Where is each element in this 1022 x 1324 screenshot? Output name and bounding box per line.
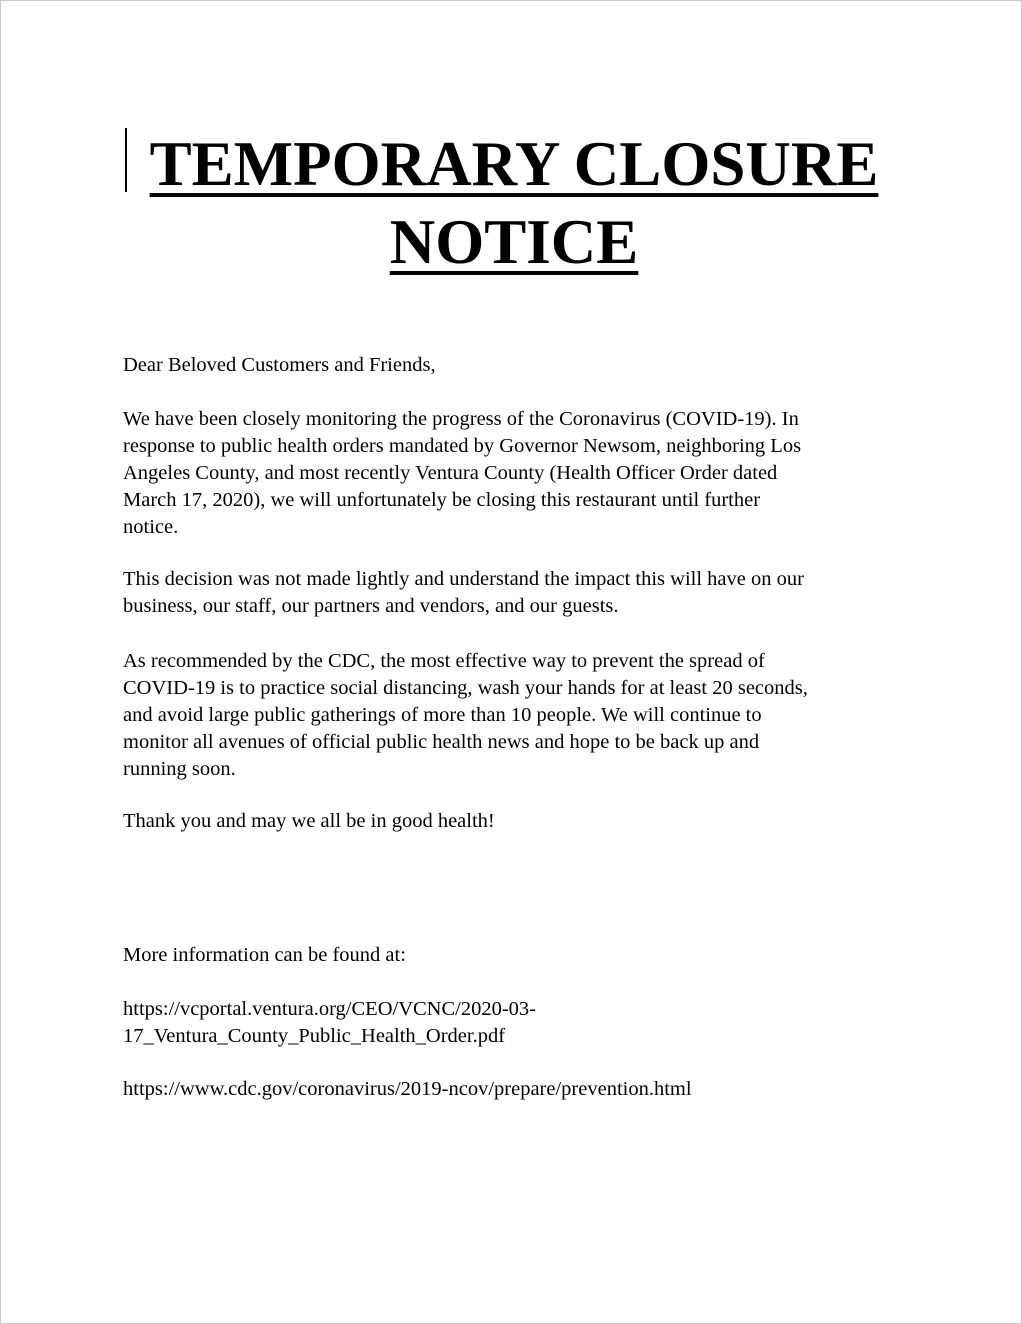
ventura-order-url: https://vcportal.ventura.org/CEO/VCNC/2020-03- 17_Ventura_County_Public_Health_Order.pdf [123,998,536,1047]
paragraph-cdc-recommendations: As recommended by the CDC, the most effective way to prevent the spread of COVID-19 is to practice social distancing, wash your hands for at least 20 seconds, and avoid large public gatherings of more than 10 people. We will continue to monitor all avenues of official public health news and hope to be back up and running soon. [123,650,808,780]
page-title [123,125,905,281]
paragraph-closure-announcement: We have been closely monitoring the progress of the Coronavirus (COVID-19). In response to public health orders mandated by Governor Newsom, neighboring Los Angeles County, and most recently Ventura County (Health Officer Order dated March 17, 2020), we will unfortunately be closing this restaurant until further notice. [123,408,802,538]
closing-line: Thank you and may we all be in good health! [123,810,495,832]
more-info-label: More information can be found at: [123,944,406,966]
title-line-1: TEMPORARY CLOSURE [149,129,879,199]
title-line-2: NOTICE [389,207,639,277]
greeting: Dear Beloved Customers and Friends, [123,354,436,376]
cdc-prevention-url: https://www.cdc.gov/coronavirus/2019-ncov/prepare/prevention.html [123,1078,692,1100]
paragraph-impact: This decision was not made lightly and understand the impact this will have on our business, our staff, our partners and vendors, and our guests. [123,568,804,617]
